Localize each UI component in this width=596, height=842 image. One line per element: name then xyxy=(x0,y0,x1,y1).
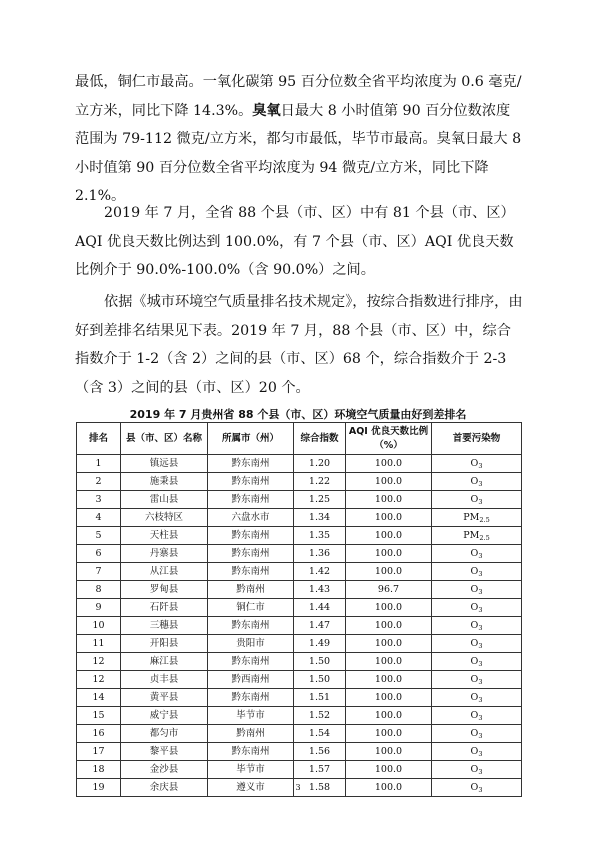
cell-county: 三穗县 xyxy=(121,617,208,635)
pollutant-subscript: 3 xyxy=(478,750,483,758)
cell-county: 施秉县 xyxy=(121,473,208,491)
pollutant-subscript: 3 xyxy=(478,624,483,632)
cell-primary-pollutant xyxy=(432,743,522,761)
cell-county: 黄平县 xyxy=(121,689,208,707)
cell-county: 贞丰县 xyxy=(121,671,208,689)
paragraph-aqi-summary: 2019 年 7 月，全省 88 个县（市、区）中有 81 个县（市、区）AQI 优良天数比例达到 100.0%，有 7 个县（市、区）AQI 优良天数比例介于 90.0%-100.0%（含 90.0%）之间。 xyxy=(75,205,515,279)
cell-aqi-ratio: 100.0 xyxy=(346,491,432,509)
cell-aqi-ratio: 100.0 xyxy=(346,599,432,617)
cell-rank: 6 xyxy=(77,545,121,563)
pollutant-symbol: O xyxy=(470,548,479,559)
cell-county: 丹寨县 xyxy=(121,545,208,563)
cell-rank: 3 xyxy=(77,491,121,509)
cell-county: 金沙县 xyxy=(121,761,208,779)
cell-primary-pollutant xyxy=(432,473,522,491)
cell-city: 黔东南州 xyxy=(208,653,294,671)
cell-city: 黔东南州 xyxy=(208,545,294,563)
cell-county: 威宁县 xyxy=(121,707,208,725)
cell-rank: 17 xyxy=(77,743,121,761)
table-row xyxy=(77,707,522,725)
cell-composite-index: 1.49 xyxy=(294,635,346,653)
cell-aqi-ratio: 100.0 xyxy=(346,473,432,491)
pollutant-subscript: 3 xyxy=(478,570,483,578)
header-rank: 排名 xyxy=(77,423,121,455)
cell-aqi-ratio: 100.0 xyxy=(346,725,432,743)
pollutant-symbol: O xyxy=(470,566,479,577)
pollutant-subscript: 3 xyxy=(478,588,483,596)
pollutant-symbol: O xyxy=(470,692,479,703)
cell-rank: 12 xyxy=(77,653,121,671)
cell-rank: 15 xyxy=(77,707,121,725)
cell-county: 六枝特区 xyxy=(121,509,208,527)
cell-primary-pollutant xyxy=(432,599,522,617)
cell-primary-pollutant xyxy=(432,761,522,779)
cell-primary-pollutant xyxy=(432,707,522,725)
pollutant-symbol: O xyxy=(470,674,479,685)
cell-composite-index: 1.51 xyxy=(294,689,346,707)
paragraph-text: 最低，铜仁市最高。一氧化碳第 95 百分位数全省平均浓度为 0.6 毫克/立方米，同比下降 14.3%。 xyxy=(75,74,522,119)
cell-city: 铜仁市 xyxy=(208,599,294,617)
table-row xyxy=(77,689,522,707)
cell-rank: 11 xyxy=(77,635,121,653)
cell-city: 黔东南州 xyxy=(208,455,294,473)
cell-composite-index: 1.50 xyxy=(294,671,346,689)
table-row xyxy=(77,473,522,491)
cell-composite-index: 1.44 xyxy=(294,599,346,617)
cell-composite-index: 1.25 xyxy=(294,491,346,509)
table-caption: 2019 年 7 月贵州省 88 个县（市、区）环境空气质量由好到差排名 xyxy=(129,408,467,421)
cell-primary-pollutant xyxy=(432,509,522,527)
cell-aqi-ratio: 100.0 xyxy=(346,563,432,581)
cell-rank: 16 xyxy=(77,725,121,743)
cell-city: 贵阳市 xyxy=(208,635,294,653)
pollutant-symbol: O xyxy=(470,728,479,739)
table-row xyxy=(77,545,522,563)
table-row xyxy=(77,653,522,671)
pollutant-symbol: PM xyxy=(463,512,480,523)
cell-composite-index: 1.52 xyxy=(294,707,346,725)
cell-city: 黔东南州 xyxy=(208,743,294,761)
table-row xyxy=(77,563,522,581)
cell-rank: 18 xyxy=(77,761,121,779)
cell-city: 黔南州 xyxy=(208,725,294,743)
header-aqi-ratio: AQI 优良天数比例（%） xyxy=(346,423,432,455)
cell-city: 黔东南州 xyxy=(208,689,294,707)
pollutant-subscript: 3 xyxy=(478,606,483,614)
table-row xyxy=(77,617,522,635)
table-row xyxy=(77,527,522,545)
cell-county: 罗甸县 xyxy=(121,581,208,599)
cell-composite-index: 1.42 xyxy=(294,563,346,581)
ozone-bold-term: 臭氧 xyxy=(252,102,281,119)
cell-city: 黔东南州 xyxy=(208,491,294,509)
pollutant-symbol: PM xyxy=(463,530,480,541)
cell-aqi-ratio: 100.0 xyxy=(346,689,432,707)
cell-rank: 19 xyxy=(77,779,121,797)
cell-aqi-ratio: 100.0 xyxy=(346,707,432,725)
header-county: 县（市、区）名称 xyxy=(121,423,208,455)
pollutant-symbol: O xyxy=(470,458,479,469)
cell-aqi-ratio: 100.0 xyxy=(346,653,432,671)
pollutant-symbol: O xyxy=(470,764,479,775)
cell-composite-index: 1.56 xyxy=(294,743,346,761)
cell-composite-index: 1.47 xyxy=(294,617,346,635)
cell-county: 石阡县 xyxy=(121,599,208,617)
cell-primary-pollutant xyxy=(432,653,522,671)
paragraph-text: 日最大 8 小时值第 90 百分位数浓度范围为 79-112 微克/立方米，都匀市最低，毕节市最高。臭氧日最大 8 小时值第 90 百分位数全省平均浓度为 94 微克/立方米，同比下降 2.1%。 xyxy=(75,102,522,205)
cell-county: 开阳县 xyxy=(121,635,208,653)
cell-rank: 1 xyxy=(77,455,121,473)
cell-aqi-ratio: 100.0 xyxy=(346,779,432,797)
cell-city: 毕节市 xyxy=(208,761,294,779)
cell-county: 余庆县 xyxy=(121,779,208,797)
header-composite-index: 综合指数 xyxy=(294,423,346,455)
table-row xyxy=(77,599,522,617)
paragraph-ranking-summary: 依据《城市环境空气质量排名技术规定》，按综合指数进行排序，由好到差排名结果见下表。2019 年 7 月，88 个县（市、区）中，综合指数介于 1-2（含 2）之间的县（市、区）68 个，综合指数介于 2-3（含 3）之间的县（市、区）20 个。 xyxy=(75,294,523,396)
cell-county: 镇远县 xyxy=(121,455,208,473)
pollutant-symbol: O xyxy=(470,476,479,487)
cell-aqi-ratio: 100.0 xyxy=(346,509,432,527)
pollutant-symbol: O xyxy=(470,602,479,613)
cell-rank: 7 xyxy=(77,563,121,581)
table-row xyxy=(77,761,522,779)
table-row xyxy=(77,743,522,761)
cell-city: 黔东南州 xyxy=(208,527,294,545)
cell-aqi-ratio: 100.0 xyxy=(346,635,432,653)
cell-composite-index: 1.35 xyxy=(294,527,346,545)
pollutant-symbol: O xyxy=(470,638,479,649)
table-header-row xyxy=(77,423,522,455)
cell-composite-index: 1.50 xyxy=(294,653,346,671)
cell-rank: 9 xyxy=(77,599,121,617)
cell-primary-pollutant xyxy=(432,581,522,599)
cell-aqi-ratio: 100.0 xyxy=(346,761,432,779)
cell-city: 黔西南州 xyxy=(208,671,294,689)
header-city: 所属市（州） xyxy=(208,423,294,455)
cell-county: 黎平县 xyxy=(121,743,208,761)
cell-primary-pollutant xyxy=(432,689,522,707)
pollutant-subscript: 3 xyxy=(478,462,483,470)
cell-aqi-ratio: 100.0 xyxy=(346,743,432,761)
pollutant-symbol: O xyxy=(470,782,479,793)
pollutant-symbol: O xyxy=(470,494,479,505)
cell-composite-index: 1.58 xyxy=(294,779,346,797)
ranking-table xyxy=(76,422,522,797)
cell-rank: 12 xyxy=(77,671,121,689)
pollutant-subscript: 3 xyxy=(478,768,483,776)
pollutant-subscript: 3 xyxy=(478,786,483,794)
cell-city: 黔东南州 xyxy=(208,473,294,491)
page-number: 3 xyxy=(295,783,301,792)
table-row xyxy=(77,671,522,689)
pollutant-symbol: O xyxy=(470,710,479,721)
cell-city: 六盘水市 xyxy=(208,509,294,527)
cell-county: 从江县 xyxy=(121,563,208,581)
pollutant-symbol: O xyxy=(470,584,479,595)
pollutant-subscript: 2.5 xyxy=(479,534,490,542)
cell-county: 麻江县 xyxy=(121,653,208,671)
cell-city: 黔南州 xyxy=(208,581,294,599)
cell-city: 遵义市 xyxy=(208,779,294,797)
cell-aqi-ratio: 100.0 xyxy=(346,545,432,563)
pollutant-subscript: 2.5 xyxy=(479,516,490,524)
cell-primary-pollutant xyxy=(432,563,522,581)
header-primary-pollutant: 首要污染物 xyxy=(432,423,522,455)
cell-city: 黔东南州 xyxy=(208,563,294,581)
cell-composite-index: 1.34 xyxy=(294,509,346,527)
cell-rank: 14 xyxy=(77,689,121,707)
table-row xyxy=(77,509,522,527)
cell-composite-index: 1.54 xyxy=(294,725,346,743)
table-row xyxy=(77,491,522,509)
cell-rank: 10 xyxy=(77,617,121,635)
pollutant-subscript: 3 xyxy=(478,678,483,686)
pollutant-symbol: O xyxy=(470,656,479,667)
pollutant-subscript: 3 xyxy=(478,660,483,668)
cell-county: 雷山县 xyxy=(121,491,208,509)
cell-aqi-ratio: 100.0 xyxy=(346,617,432,635)
cell-composite-index: 1.20 xyxy=(294,455,346,473)
cell-rank: 5 xyxy=(77,527,121,545)
cell-primary-pollutant xyxy=(432,671,522,689)
table-row xyxy=(77,635,522,653)
cell-county: 都匀市 xyxy=(121,725,208,743)
cell-aqi-ratio: 96.7 xyxy=(346,581,432,599)
pollutant-symbol: O xyxy=(470,620,479,631)
cell-primary-pollutant xyxy=(432,527,522,545)
pollutant-symbol: O xyxy=(470,746,479,757)
table-row xyxy=(77,581,522,599)
table-row xyxy=(77,725,522,743)
cell-aqi-ratio: 100.0 xyxy=(346,527,432,545)
cell-rank: 8 xyxy=(77,581,121,599)
cell-aqi-ratio: 100.0 xyxy=(346,671,432,689)
pollutant-subscript: 3 xyxy=(478,696,483,704)
cell-composite-index: 1.57 xyxy=(294,761,346,779)
cell-composite-index: 1.36 xyxy=(294,545,346,563)
cell-city: 毕节市 xyxy=(208,707,294,725)
paragraph-pollutants xyxy=(75,68,523,211)
pollutant-subscript: 3 xyxy=(478,480,483,488)
cell-primary-pollutant xyxy=(432,455,522,473)
cell-aqi-ratio: 100.0 xyxy=(346,455,432,473)
cell-primary-pollutant xyxy=(432,617,522,635)
pollutant-subscript: 3 xyxy=(478,714,483,722)
table-row xyxy=(77,455,522,473)
cell-composite-index: 1.43 xyxy=(294,581,346,599)
cell-primary-pollutant xyxy=(432,725,522,743)
cell-city: 黔东南州 xyxy=(208,617,294,635)
pollutant-subscript: 3 xyxy=(478,732,483,740)
cell-primary-pollutant xyxy=(432,545,522,563)
cell-rank: 2 xyxy=(77,473,121,491)
cell-primary-pollutant xyxy=(432,635,522,653)
pollutant-subscript: 3 xyxy=(478,552,483,560)
cell-county: 天柱县 xyxy=(121,527,208,545)
pollutant-subscript: 3 xyxy=(478,642,483,650)
cell-primary-pollutant xyxy=(432,491,522,509)
pollutant-subscript: 3 xyxy=(478,498,483,506)
cell-rank: 4 xyxy=(77,509,121,527)
cell-composite-index: 1.22 xyxy=(294,473,346,491)
